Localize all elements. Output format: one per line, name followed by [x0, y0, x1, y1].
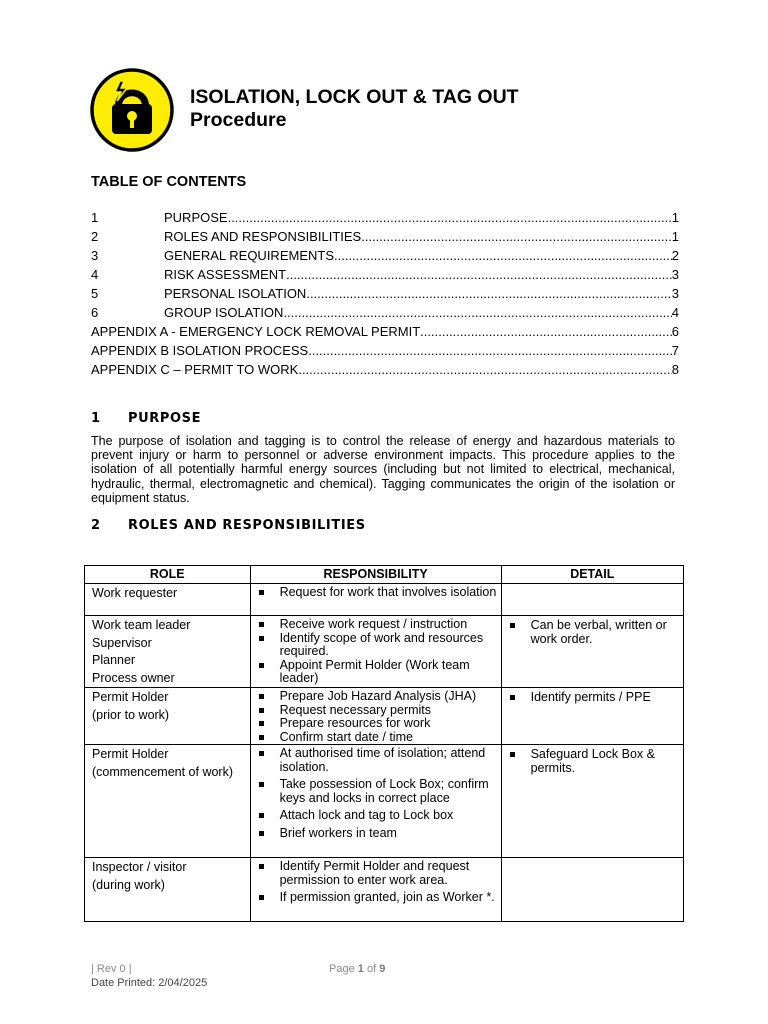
toc-entry-page: 6 [671, 324, 679, 339]
toc-entry-number: 2 [91, 229, 99, 244]
toc-dot-leader [420, 322, 672, 341]
detail-item: Can be verbal, written or work order. [509, 619, 683, 646]
toc-entry[interactable] [91, 284, 679, 303]
role-text: Work requester [92, 586, 178, 600]
table-row [85, 745, 684, 858]
detail-cell [501, 688, 683, 745]
toc-entry-page: 8 [671, 362, 679, 377]
toc-entry-page: 1 [671, 210, 679, 225]
role-cell [85, 616, 251, 688]
page-current: 1 [357, 963, 364, 975]
toc-entry-number: 4 [91, 267, 99, 282]
section-title: PURPOSE [128, 411, 202, 426]
toc-entry[interactable] [91, 227, 679, 246]
toc-dot-leader [228, 208, 672, 227]
role-text: Permit Holder [92, 747, 169, 761]
detail-cell [501, 745, 683, 858]
role-text: Permit Holder [92, 690, 169, 704]
toc-entry[interactable] [91, 208, 679, 227]
table-row [85, 584, 684, 616]
responsibility-item: Brief workers in team [258, 827, 501, 841]
toc-entry-number: 6 [91, 305, 99, 320]
role-text: Process owner [92, 670, 175, 685]
responsibility-item: If permission granted, join as Worker *. [258, 891, 501, 905]
section-number: 2 [91, 518, 101, 533]
detail-cell [501, 584, 683, 616]
responsibility-item: Prepare Job Hazard Analysis (JHA) [258, 690, 501, 704]
toc-dot-leader [283, 303, 671, 322]
toc-entry-title: GROUP ISOLATION [164, 305, 284, 320]
toc-entry-number: 1 [91, 210, 99, 225]
column-header-responsibility: RESPONSIBILITY [250, 566, 501, 584]
role-cell [85, 688, 251, 745]
responsibility-item: Request necessary permits [258, 704, 501, 718]
toc-dot-leader [286, 265, 672, 284]
toc-entry[interactable] [91, 322, 679, 341]
toc-dot-leader [306, 284, 671, 303]
table-header-row [85, 566, 684, 584]
role-cell [85, 584, 251, 616]
responsibility-item: Receive work request / instruction [258, 618, 501, 632]
responsibility-item: Identify Permit Holder and request permission to enter work area. [258, 860, 501, 887]
toc-entry[interactable] [91, 341, 679, 360]
column-header-detail: DETAIL [501, 566, 683, 584]
toc-entry-title: GENERAL REQUIREMENTS [164, 248, 334, 263]
footer-page-number [329, 963, 385, 975]
toc-entry[interactable] [91, 265, 679, 284]
toc-entry-page: 1 [671, 229, 679, 244]
column-header-role: ROLE [85, 566, 251, 584]
toc-dot-leader [334, 246, 672, 265]
role-text: (during work) [92, 877, 165, 892]
responsibility-item: At authorised time of isolation; attend isolation. [258, 747, 501, 774]
toc-entry-page: 3 [671, 267, 679, 282]
toc-entry-page: 7 [671, 343, 679, 358]
toc-entry[interactable] [91, 303, 679, 322]
toc-entry[interactable] [91, 246, 679, 265]
toc-entry-title: PURPOSE [164, 210, 228, 225]
role-text: (commencement of work) [92, 764, 234, 779]
footer-revision: | Rev 0 | [91, 963, 132, 975]
section-title: ROLES AND RESPONSIBILITIES [128, 518, 366, 533]
toc-dot-leader [298, 360, 671, 379]
role-text: (prior to work) [92, 707, 170, 722]
toc-entry-number: 5 [91, 286, 99, 301]
page-total: 9 [379, 963, 386, 975]
responsibility-cell [250, 858, 501, 922]
role-cell [85, 745, 251, 858]
table-row [85, 616, 684, 688]
responsibility-cell [250, 745, 501, 858]
toc-heading: TABLE OF CONTENTS [91, 174, 247, 190]
responsibility-item: Prepare resources for work [258, 717, 501, 731]
page-of: of [366, 963, 377, 975]
footer-date-printed: Date Printed: 2/04/2025 [91, 977, 208, 989]
toc-entry-title: RISK ASSESSMENT [164, 267, 287, 282]
page-prefix: Page [329, 963, 355, 975]
toc-entry-title: APPENDIX C – PERMIT TO WORK [91, 362, 299, 377]
detail-item: Identify permits / PPE [509, 691, 683, 705]
table-row [85, 858, 684, 922]
toc-entry-number: 3 [91, 248, 99, 263]
responsibility-item: Identify scope of work and resources required. [258, 632, 501, 659]
toc-entry-title: APPENDIX A - EMERGENCY LOCK REMOVAL PERMIT [91, 324, 421, 339]
responsibility-cell [250, 584, 501, 616]
table-of-contents [91, 208, 679, 379]
role-text: Supervisor [92, 635, 152, 650]
toc-entry-title: PERSONAL ISOLATION [164, 286, 307, 301]
section-2-heading [91, 518, 366, 533]
role-text: Planner [92, 653, 136, 667]
section-number: 1 [91, 411, 101, 426]
toc-entry[interactable] [91, 360, 679, 379]
detail-cell [501, 616, 683, 688]
role-cell [85, 858, 251, 922]
document-title [190, 86, 519, 132]
toc-entry-page: 4 [671, 305, 679, 320]
responsibility-item: Appoint Permit Holder (Work team leader) [258, 659, 501, 686]
detail-item: Safeguard Lock Box & permits. [509, 748, 683, 775]
responsibility-item: Attach lock and tag to Lock box [258, 809, 501, 823]
purpose-paragraph: The purpose of isolation and tagging is to control the release of energy and hazardous materials to prevent injury or harm to personnel or adverse environment impacts. This procedure applies to the isolation of all potentially harmful energy sources (including but not limited to electrical, mechanical, hydraulic, thermal, electromagnetic and chemical). Tagging communicates the origin of the isolation or equipment status. [91, 434, 675, 505]
responsibility-item: Take possession of Lock Box; confirm keys and locks in correct place [258, 778, 501, 805]
responsibility-cell [250, 688, 501, 745]
toc-dot-leader [308, 341, 672, 360]
toc-dot-leader [361, 227, 672, 246]
toc-entry-page: 2 [671, 248, 679, 263]
detail-cell [501, 858, 683, 922]
responsibility-item: Request for work that involves isolation [258, 586, 501, 600]
responsibility-item: Confirm start date / time [258, 731, 501, 745]
table-row [85, 688, 684, 745]
section-1-heading [91, 411, 201, 426]
title-line-1: ISOLATION, LOCK OUT & TAG OUT [190, 86, 519, 108]
role-text: Work team leader [92, 618, 191, 632]
roles-table [84, 565, 684, 922]
responsibility-cell [250, 616, 501, 688]
padlock-lightning-icon [90, 68, 174, 152]
role-text: Inspector / visitor [92, 860, 187, 874]
title-line-2: Procedure [190, 109, 287, 131]
toc-entry-title: APPENDIX B ISOLATION PROCESS [91, 343, 309, 358]
toc-entry-page: 3 [671, 286, 679, 301]
toc-entry-title: ROLES AND RESPONSIBILITIES [164, 229, 362, 244]
